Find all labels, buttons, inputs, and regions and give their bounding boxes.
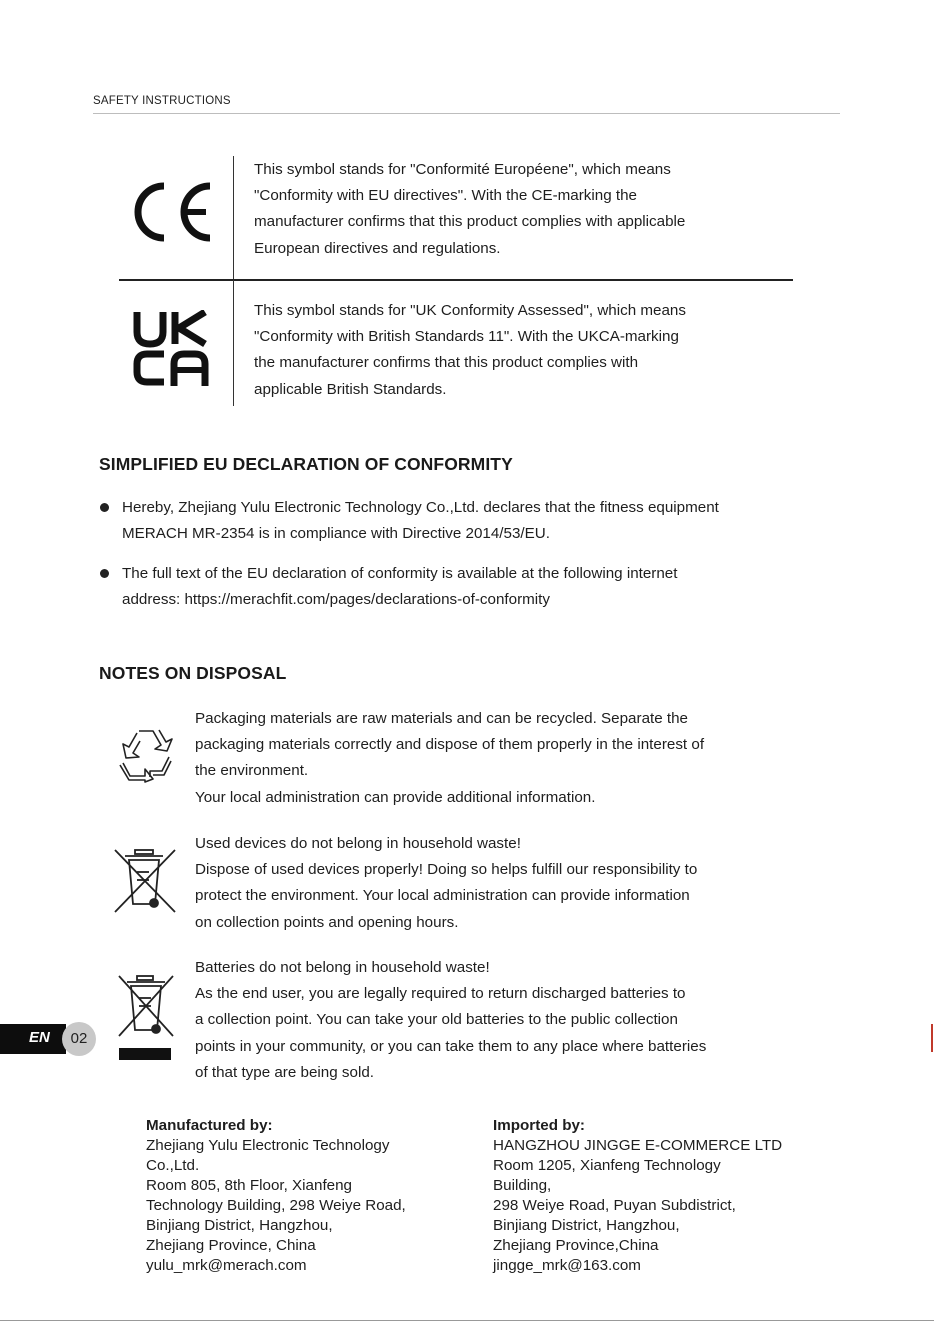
disposal-line: protect the environment. Your local administration can provide information <box>195 887 690 905</box>
ukca-mark-icon <box>133 310 209 386</box>
manufacturer-line: Zhejiang Yulu Electronic Technology <box>146 1137 390 1154</box>
importer-line: HANGZHOU JINGGE E-COMMERCE LTD <box>493 1137 783 1154</box>
ukca-logo <box>133 310 209 386</box>
disposal-line: Batteries do not belong in household waste! <box>195 959 490 976</box>
declaration-title: SIMPLIFIED EU DECLARATION OF CONFORMITY <box>99 454 513 474</box>
symbol-column-divider <box>233 280 234 406</box>
bullet-line: Hereby, Zhejiang Yulu Electronic Technology Co.,Ltd. declares that the fitness equipment <box>122 499 719 516</box>
right-edge-marker <box>931 1024 933 1052</box>
ukca-line: applicable British Standards. <box>254 380 447 398</box>
declaration-bullet <box>122 495 852 547</box>
manufacturer-line: Room 805, 8th Floor, Xianfeng <box>146 1177 353 1194</box>
bullet-line: The full text of the EU declaration of conformity is available at the following internet <box>122 565 678 582</box>
manufacturer-block <box>146 1116 406 1276</box>
symbol-row-divider <box>119 279 793 281</box>
recycle-icon <box>117 727 175 788</box>
ukca-line: the manufacturer confirms that this product complies with <box>254 354 639 372</box>
importer-block <box>493 1116 782 1276</box>
importer-line: Zhejiang Province,China <box>493 1237 659 1254</box>
ukca-line: "Conformity with British Standards 11". With the UKCA-marking <box>254 328 679 346</box>
page-header-title: SAFETY INSTRUCTIONS <box>93 95 231 107</box>
crossed-out-bin-bar-icon <box>117 974 175 1069</box>
disposal-line: the environment. <box>195 762 309 780</box>
disposal-item-devices <box>195 831 845 936</box>
ukca-description <box>254 298 799 403</box>
header-divider <box>93 113 840 114</box>
disposal-line: Dispose of used devices properly! Doing so helps fulfill our responsibility to <box>195 861 698 879</box>
importer-line: 298 Weiye Road, Puyan Subdistrict, <box>493 1197 736 1214</box>
bullet-line: address: https://merachfit.com/pages/declarations-of-conformity <box>122 591 550 609</box>
manufacturer-email[interactable]: yulu_mrk@merach.com <box>146 1257 307 1274</box>
ce-line: This symbol stands for "Conformité Européene", which means <box>254 161 671 178</box>
ce-description <box>254 157 799 262</box>
declaration-bullet <box>122 561 852 613</box>
ce-line: manufacturer confirms that this product complies with applicable <box>254 213 686 231</box>
symbol-column-divider <box>233 156 234 279</box>
manufacturer-heading: Manufactured by: <box>146 1117 273 1134</box>
bullet-line: MERACH MR-2354 is in compliance with Directive 2014/53/EU. <box>122 525 550 543</box>
disposal-line: points in your community, or you can take them to any place where batteries <box>195 1037 707 1055</box>
bullet-icon <box>100 503 109 512</box>
disposal-line: As the end user, you are legally required to return discharged batteries to <box>195 985 686 1003</box>
disposal-title: NOTES ON DISPOSAL <box>99 663 287 683</box>
importer-line: Room 1205, Xianfeng Technology <box>493 1157 721 1174</box>
page-bottom-rule <box>0 1320 934 1321</box>
disposal-line: on collection points and opening hours. <box>195 913 459 931</box>
ce-mark-icon <box>126 180 214 244</box>
ukca-line: This symbol stands for "UK Conformity Assessed", which means <box>254 302 686 319</box>
bullet-icon <box>100 569 109 578</box>
ce-logo <box>126 180 214 244</box>
disposal-line: a collection point. You can take your old batteries to the public collection <box>195 1011 678 1029</box>
disposal-line: Used devices do not belong in household waste! <box>195 835 521 852</box>
disposal-item-packaging <box>195 706 845 811</box>
language-label: EN <box>29 1029 50 1046</box>
disposal-line: packaging materials correctly and dispose of them properly in the interest of <box>195 736 705 754</box>
importer-email[interactable]: jingge_mrk@163.com <box>493 1257 641 1274</box>
manufacturer-line: Binjiang District, Hangzhou, <box>146 1217 333 1234</box>
disposal-line: Packaging materials are raw materials and can be recycled. Separate the <box>195 710 689 727</box>
disposal-line: of that type are being sold. <box>195 1063 374 1081</box>
manufacturer-line: Co.,Ltd. <box>146 1157 200 1174</box>
manufacturer-line: Zhejiang Province, China <box>146 1237 316 1254</box>
disposal-line: Your local administration can provide additional information. <box>195 788 596 806</box>
ce-line: "Conformity with EU directives". With the CE-marking the <box>254 187 637 205</box>
importer-heading: Imported by: <box>493 1117 585 1134</box>
disposal-item-batteries <box>195 955 845 1086</box>
importer-line: Binjiang District, Hangzhou, <box>493 1217 680 1234</box>
manufacturer-line: Technology Building, 298 Weiye Road, <box>146 1197 406 1214</box>
page-number-badge: 02 <box>62 1022 96 1056</box>
ce-line: European directives and regulations. <box>254 239 501 257</box>
crossed-out-bin-icon <box>113 848 177 919</box>
importer-line: Building, <box>493 1177 552 1194</box>
